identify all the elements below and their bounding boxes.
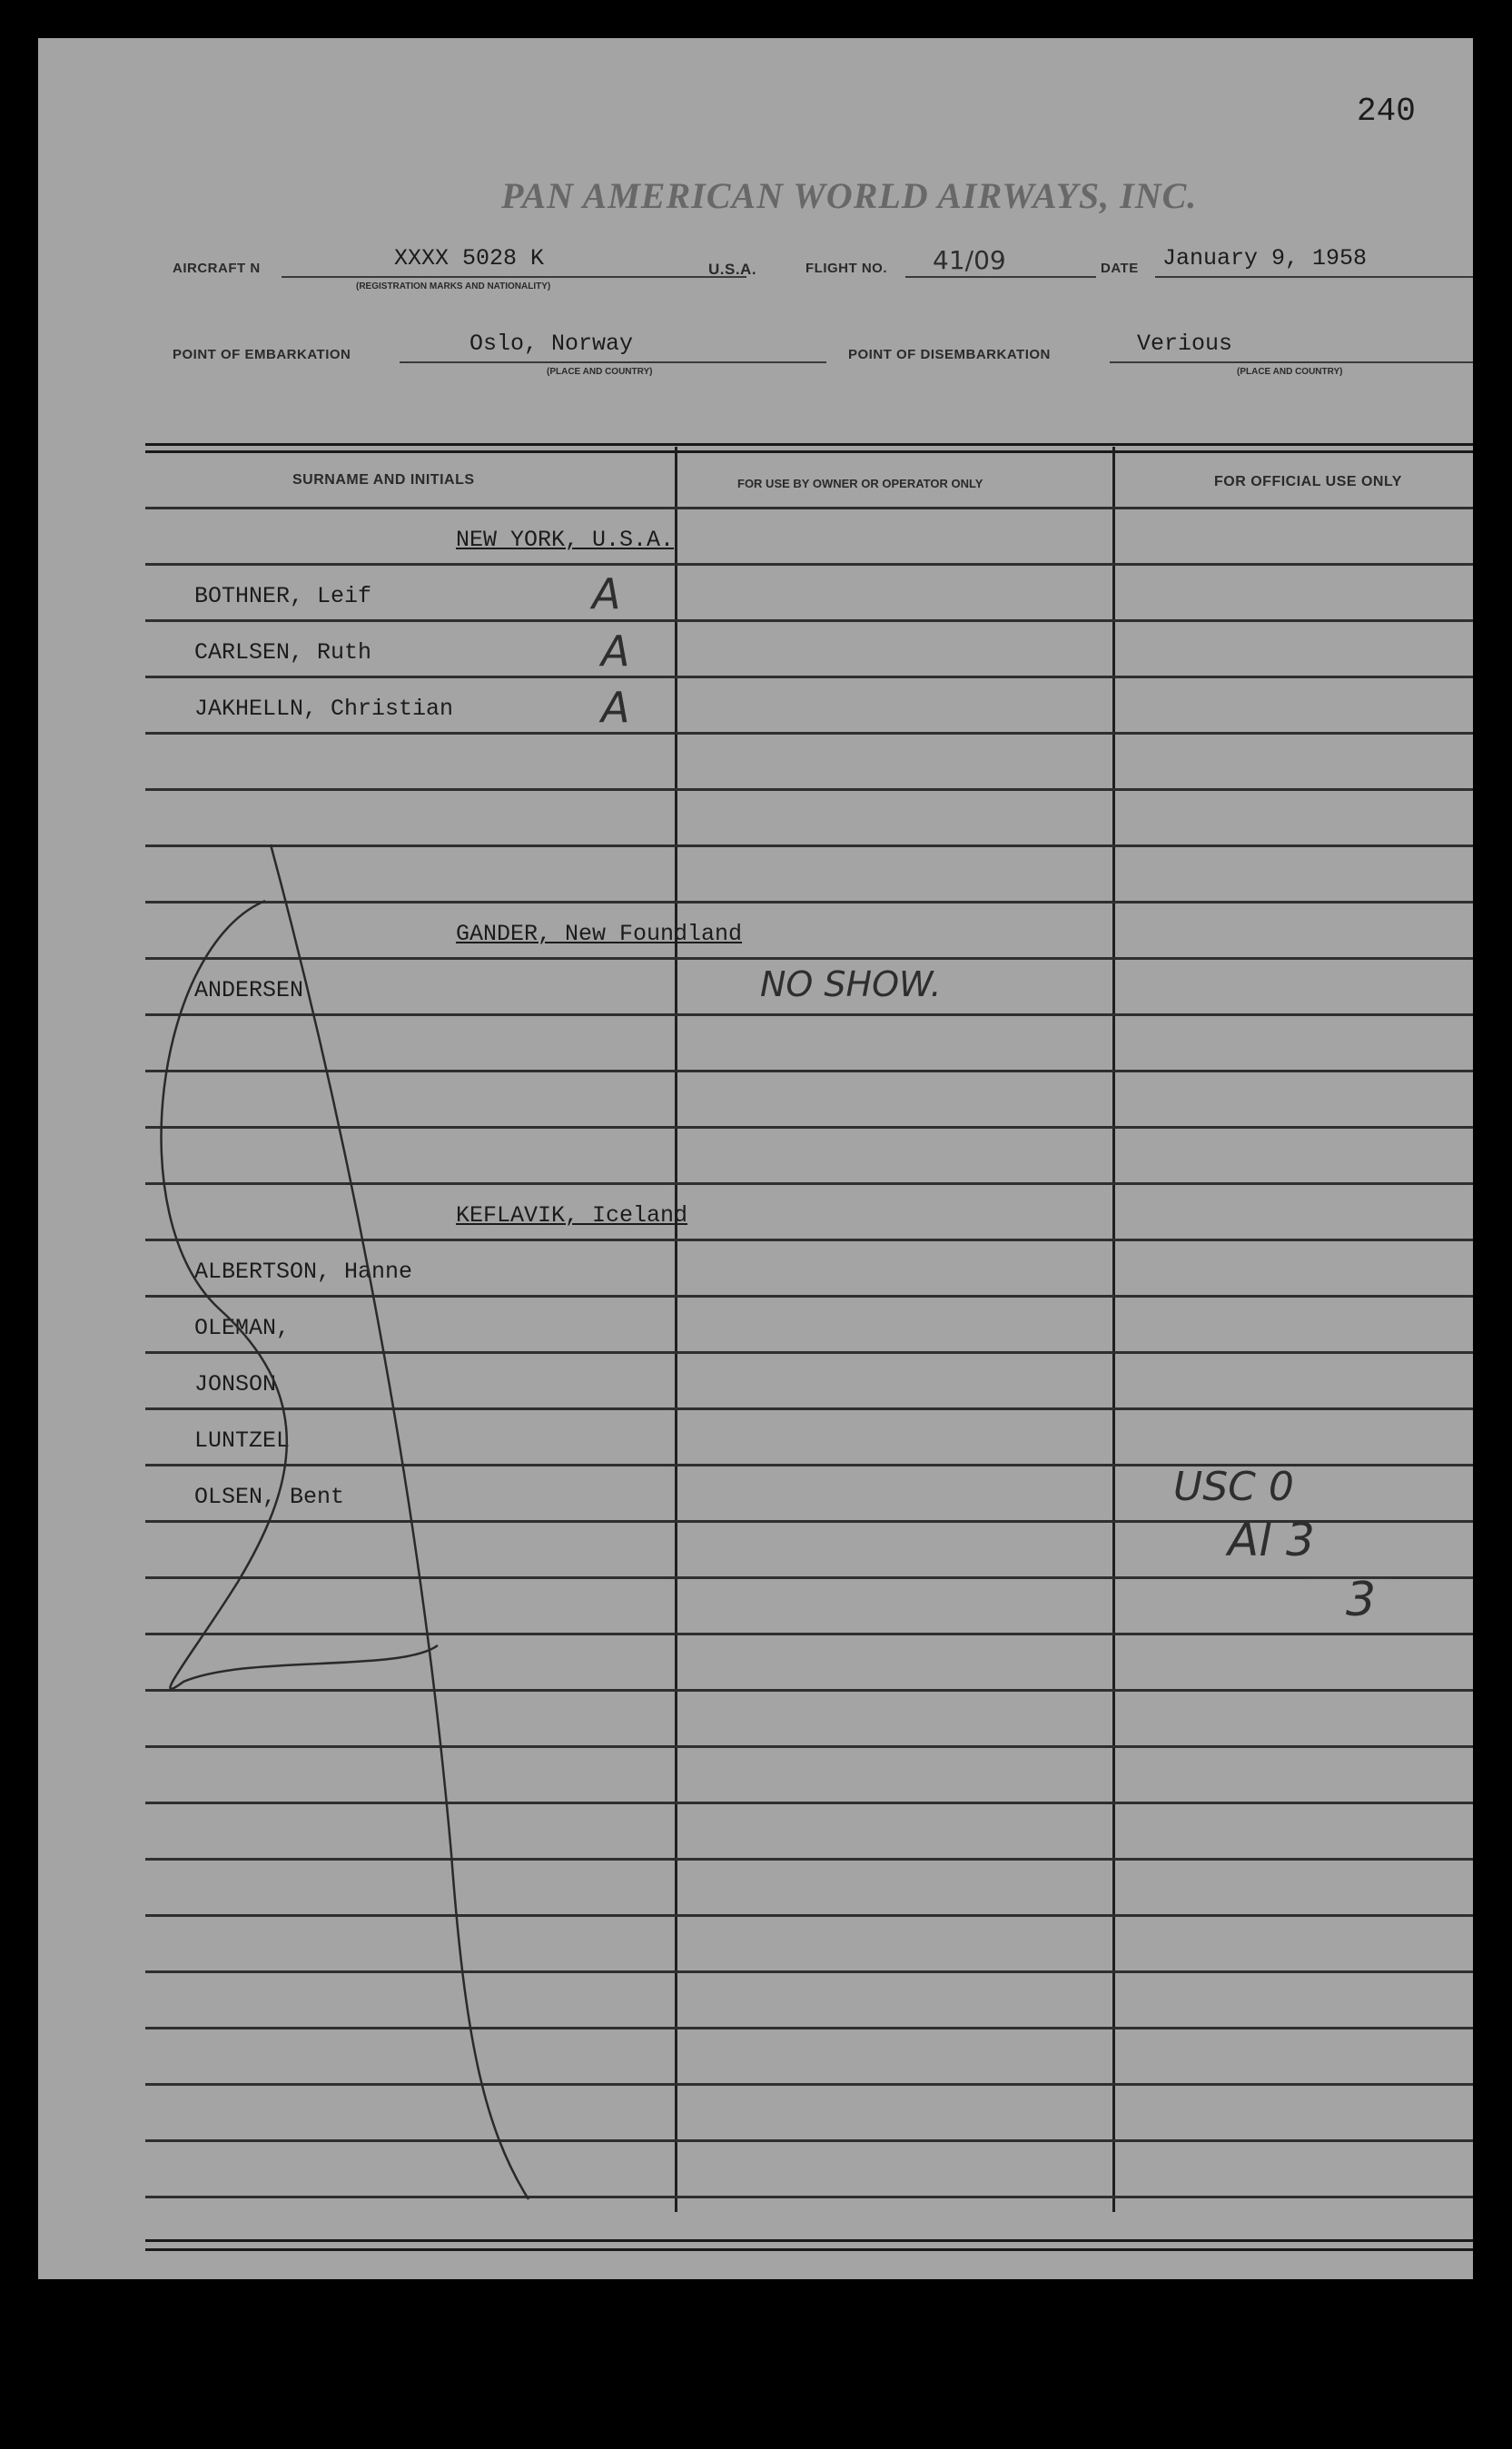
col-surname-header: SURNAME AND INITIALS — [292, 472, 475, 488]
destination-heading: GANDER, New Foundland — [456, 921, 743, 947]
passenger-mark: A — [601, 683, 630, 732]
passenger-name: CARLSEN, Ruth — [194, 639, 372, 666]
passenger-name: BOTHNER, Leif — [194, 583, 372, 609]
date-value: January 9, 1958 — [1162, 245, 1368, 272]
destination-heading: KEFLAVIK, Iceland — [456, 1202, 688, 1229]
embarkation-value: Oslo, Norway — [469, 331, 634, 357]
passenger-mark: A — [592, 569, 621, 618]
disembarkation-value: Verious — [1137, 331, 1233, 357]
destination-heading: NEW YORK, U.S.A. — [456, 527, 675, 553]
page-number: 240 — [1357, 93, 1416, 130]
col-official-header: FOR OFFICIAL USE ONLY — [1214, 474, 1402, 489]
passenger-name: LUNTZEL — [194, 1427, 291, 1454]
passenger-name: ALBERTSON, Hanne — [194, 1259, 413, 1285]
company-name: PAN AMERICAN WORLD AIRWAYS, INC. — [501, 175, 1198, 216]
aircraft-sublabel: (REGISTRATION MARKS AND NATIONALITY) — [356, 281, 551, 291]
tally-total: 3 — [1346, 1573, 1377, 1627]
col-owner-header: FOR USE BY OWNER OR OPERATOR ONLY — [737, 477, 983, 490]
embarkation-sublabel: (PLACE AND COUNTRY) — [547, 367, 653, 377]
disembarkation-label: POINT OF DISEMBARKATION — [848, 347, 1051, 362]
aircraft-value: XXXX 5028 K — [394, 245, 545, 272]
column-divider — [1112, 447, 1115, 2212]
passenger-name: ANDERSEN — [194, 977, 304, 1003]
flight-value: 41/09 — [933, 245, 1006, 275]
aircraft-label: AIRCRAFT N — [173, 261, 261, 276]
usa-label: U.S.A. — [708, 261, 757, 278]
passenger-name: JAKHELLN, Christian — [194, 696, 454, 722]
passenger-name: OLEMAN, — [194, 1315, 291, 1341]
manifest-page — [38, 38, 1473, 2279]
passenger-mark: A — [601, 627, 630, 676]
column-divider — [675, 447, 677, 2212]
no-show-note: NO SHOW. — [760, 964, 942, 1004]
flight-label: FLIGHT NO. — [805, 261, 887, 276]
date-label: DATE — [1101, 261, 1139, 276]
passenger-name: OLSEN, Bent — [194, 1484, 345, 1510]
embarkation-label: POINT OF EMBARKATION — [173, 347, 351, 362]
passenger-name: JONSON — [194, 1371, 277, 1397]
disembarkation-sublabel: (PLACE AND COUNTRY) — [1237, 367, 1343, 377]
tally-line-1: USC 0 — [1173, 1464, 1294, 1510]
tally-line-2: Al 3 — [1228, 1514, 1315, 1566]
